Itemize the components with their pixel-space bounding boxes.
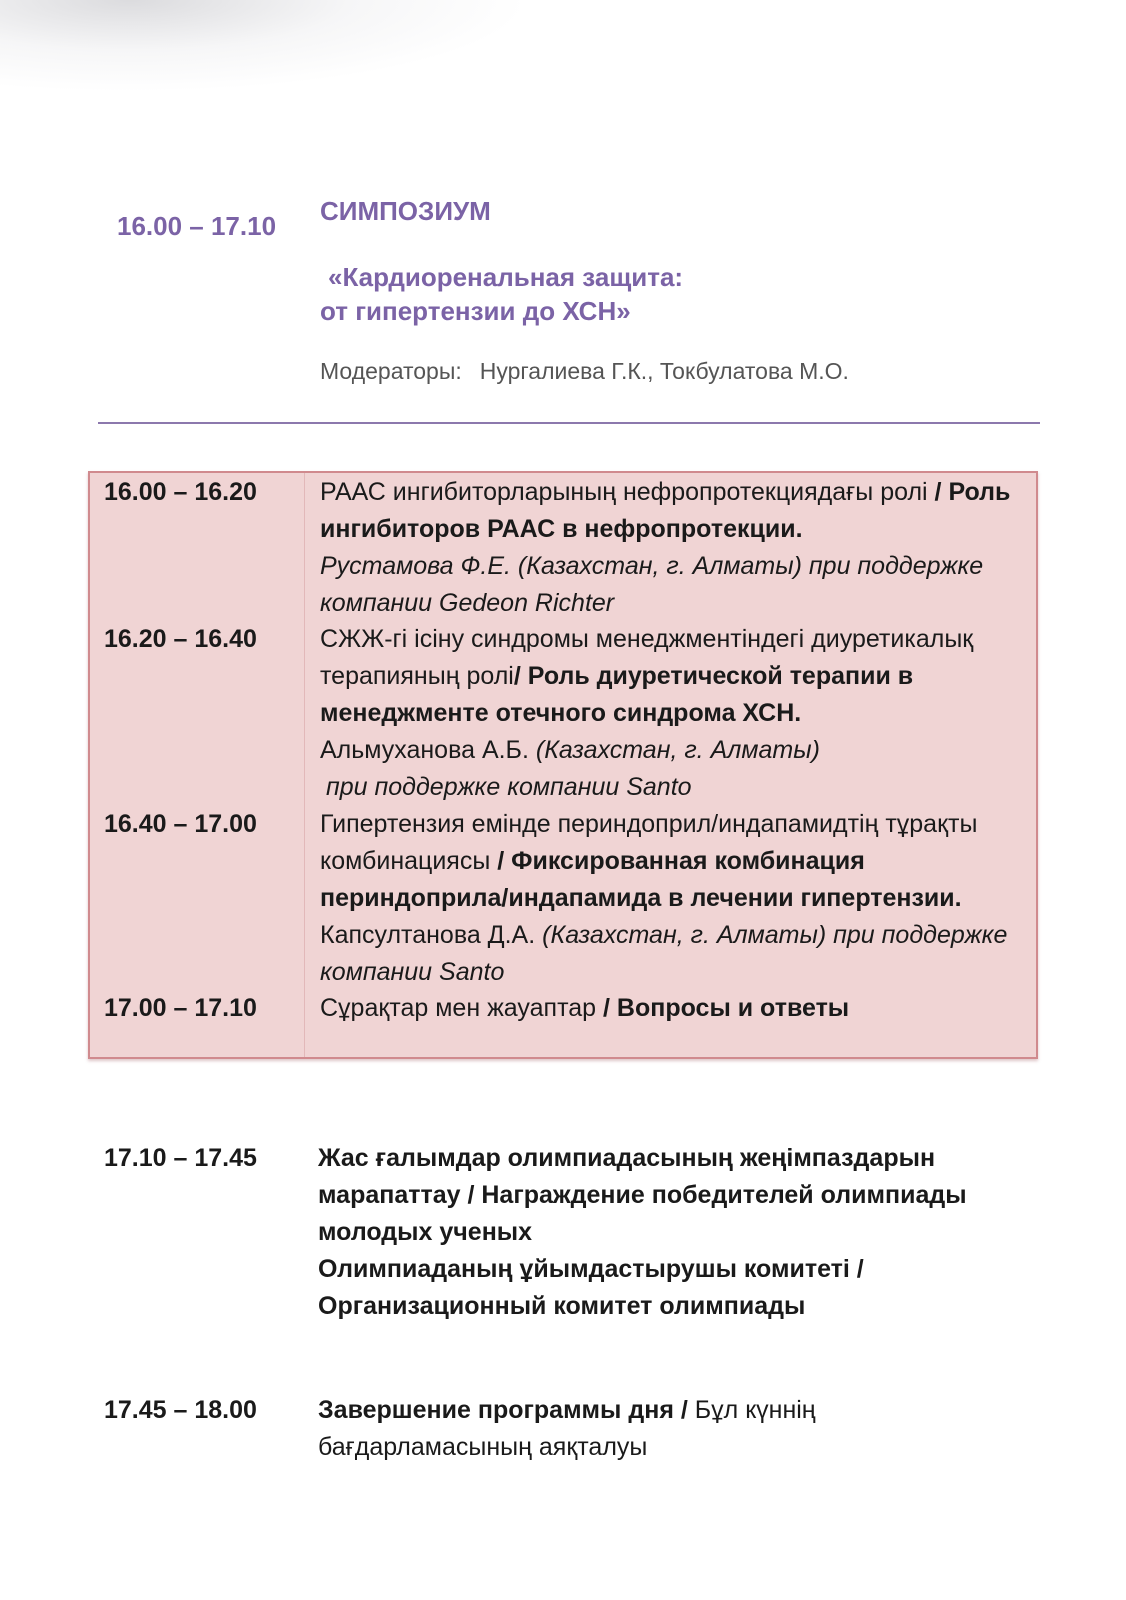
title-separator: / xyxy=(513,662,528,690)
schedule-time: 16.40 – 17.00 xyxy=(104,810,257,838)
moderators-names: Нургалиева Г.К., Токбулатова М.О. xyxy=(479,358,849,384)
page-shadow xyxy=(0,0,520,90)
talk-title-kz: СЖЖ-гі ісіну синдромы менеджментіндегі диуретикалық терапияның ролі xyxy=(320,625,974,690)
symposium-title-line2: от гипертензии до ХСН» xyxy=(320,296,631,326)
closing-title-ru: Завершение программы дня xyxy=(318,1396,674,1424)
speaker-name: Капсултанова Д.А. xyxy=(320,921,536,949)
moderators xyxy=(320,358,849,385)
awards-organizer: Олимпиаданың ұйымдастырушы комитеті / Организационный комитет олимпиады xyxy=(318,1255,864,1320)
schedule-time: 16.00 – 16.20 xyxy=(104,478,257,506)
awards-description xyxy=(318,1140,1034,1325)
title-separator: / xyxy=(927,478,949,506)
awards-title: Жас ғалымдар олимпиадасының жеңімпаздарын марапаттау / Награждение победителей олимпиады молодых ученых xyxy=(318,1144,967,1246)
closing-description xyxy=(318,1392,1034,1466)
schedule-description xyxy=(320,474,1028,622)
talk-title-ru: Роль диуретической терапии в менеджменте отечного синдрома ХСН. xyxy=(320,662,914,727)
closing-title-kz: Бұл күннің бағдарламасының аяқталуы xyxy=(318,1396,816,1461)
title-separator: / xyxy=(596,994,617,1022)
schedule-description xyxy=(320,806,1028,991)
symposium-heading: СИМПОЗИУМ xyxy=(320,196,491,226)
closing-separator: / xyxy=(673,1396,695,1424)
awards-time: 17.10 – 17.45 xyxy=(104,1144,257,1172)
closing-time: 17.45 – 18.00 xyxy=(104,1396,257,1424)
speaker-support: при поддержке компании Santo xyxy=(326,773,692,801)
section-divider xyxy=(98,422,1040,424)
talk-title-ru: Фиксированная комбинация периндоприла/индапамида в лечении гипертензии. xyxy=(320,847,962,912)
title-separator: / xyxy=(490,847,512,875)
talk-title-ru: Роль ингибиторов РААС в нефропротекции. xyxy=(320,478,1011,543)
symposium-title xyxy=(320,260,683,328)
speaker-note: (Казахстан, г. Алматы) xyxy=(535,736,820,764)
moderators-label: Модераторы: xyxy=(320,358,462,384)
column-separator xyxy=(304,473,305,1057)
talk-title-ru: Вопросы и ответы xyxy=(616,994,850,1022)
talk-title-kz: РААС ингибиторларының нефропротекциядағы ролі xyxy=(320,478,928,506)
schedule-description xyxy=(320,990,1028,1027)
talk-title-kz: Сұрақтар мен жауаптар xyxy=(320,994,597,1022)
schedule-time: 17.00 – 17.10 xyxy=(104,994,257,1022)
symposium-title-line1: «Кардиоренальная защита: xyxy=(328,262,684,292)
symposium-time: 16.00 – 17.10 xyxy=(117,211,277,241)
speaker-name: Альмуханова А.Б. xyxy=(320,736,529,764)
speaker-note: Рустамова Ф.Е. (Казахстан, г. Алматы) при поддержке компании Gedeon Richter xyxy=(320,552,984,617)
schedule-description xyxy=(320,621,1028,806)
schedule-time: 16.20 – 16.40 xyxy=(104,625,257,653)
speaker-note: (Казахстан, г. Алматы) при поддержке компании Santo xyxy=(320,921,1008,986)
talk-title-kz: Гипертензия емінде периндоприл/индапамидтің тұрақты комбинациясы xyxy=(320,810,978,875)
schedule-table xyxy=(88,471,1038,1059)
